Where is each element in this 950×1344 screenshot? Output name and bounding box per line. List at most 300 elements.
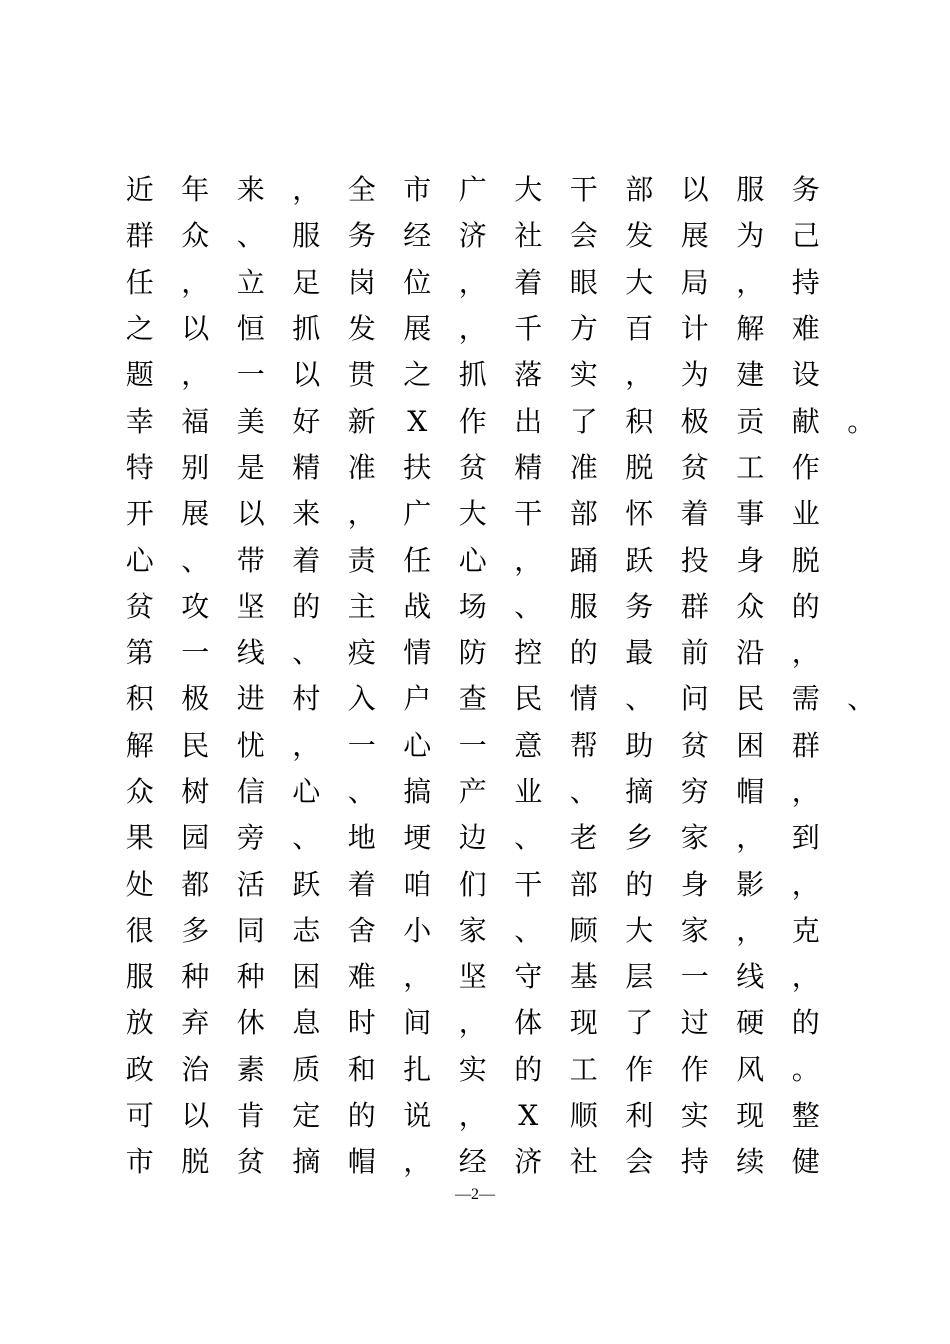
- text-char: 心: [403, 728, 432, 762]
- text-char: 、: [236, 219, 265, 253]
- text-char: ，: [736, 913, 765, 947]
- text-char: 地: [347, 821, 376, 855]
- text-char: 战: [403, 589, 432, 623]
- text-char: 以: [680, 173, 709, 207]
- text-char: 助: [625, 728, 654, 762]
- text-char: 恒: [236, 312, 265, 346]
- text-char: 社: [514, 219, 543, 253]
- text-char: 基: [569, 960, 598, 994]
- text-char: ，: [403, 960, 432, 994]
- text-char: 干: [569, 173, 598, 207]
- text-char: ，: [458, 1006, 487, 1040]
- text-char: 场: [458, 589, 487, 623]
- text-char: 素: [236, 1052, 265, 1086]
- text-char: 帽: [736, 775, 765, 808]
- text-char: 进: [236, 682, 265, 716]
- text-char: 贫: [680, 450, 709, 484]
- text-char: 帮: [569, 728, 598, 762]
- text-char: 贫: [458, 450, 487, 484]
- text-char: 极: [181, 682, 210, 716]
- text-char: 和: [347, 1052, 376, 1086]
- text-char: 、: [514, 913, 543, 947]
- text-char: 时: [347, 1006, 376, 1040]
- text-char: 身: [680, 867, 709, 901]
- text-line: [112, 1047, 902, 1093]
- text-char: 最: [625, 636, 654, 670]
- text-char: 难: [347, 960, 376, 994]
- text-char: 家: [458, 913, 487, 947]
- text-char: X: [407, 404, 428, 438]
- text-char: 第: [125, 636, 154, 670]
- text-char: 现: [569, 1006, 598, 1040]
- text-char: 、: [847, 682, 876, 716]
- text-line: [112, 491, 902, 537]
- text-char: 开: [125, 497, 154, 531]
- text-char: 抓: [458, 358, 487, 392]
- text-char: 的: [791, 589, 820, 623]
- text-char: 树: [181, 775, 210, 808]
- text-char: 处: [125, 867, 154, 901]
- text-char: 一: [347, 728, 376, 762]
- text-char: 健: [791, 1145, 820, 1179]
- text-char: 坚: [458, 960, 487, 994]
- text-char: 展: [680, 219, 709, 253]
- text-char: 市: [125, 1145, 154, 1179]
- text-char: 心: [125, 543, 154, 577]
- text-char: 好: [292, 404, 321, 438]
- text-char: 的: [625, 867, 654, 901]
- text-char: 脱: [181, 1145, 210, 1179]
- text-line: [112, 908, 902, 954]
- text-char: ，: [292, 173, 321, 207]
- text-char: ，: [458, 312, 487, 346]
- text-char: 投: [680, 543, 709, 577]
- text-char: 设: [791, 358, 820, 392]
- text-char: 实: [680, 1099, 709, 1133]
- text-line: [112, 537, 902, 583]
- text-line: [112, 676, 902, 722]
- text-char: 市: [403, 173, 432, 207]
- text-char: 业: [791, 497, 820, 531]
- text-char: 业: [514, 775, 543, 808]
- text-char: 发: [347, 312, 376, 346]
- text-char: 着: [514, 265, 543, 299]
- text-char: 服: [125, 960, 154, 994]
- text-char: 方: [569, 312, 598, 346]
- text-char: 一: [458, 728, 487, 762]
- text-char: 多: [181, 913, 210, 947]
- text-char: ，: [458, 265, 487, 299]
- text-char: 计: [680, 312, 709, 346]
- text-char: 任: [403, 543, 432, 577]
- text-char: 、: [292, 821, 321, 855]
- text-char: 服: [569, 589, 598, 623]
- text-char: 息: [292, 1006, 321, 1040]
- text-char: 展: [403, 312, 432, 346]
- text-char: 社: [569, 1145, 598, 1179]
- text-char: 户: [403, 682, 432, 716]
- text-char: 贡: [736, 404, 765, 438]
- text-char: 群: [125, 219, 154, 253]
- text-char: 忧: [236, 728, 265, 762]
- text-char: 难: [791, 312, 820, 346]
- text-line: [112, 1139, 902, 1185]
- text-line: [112, 815, 902, 861]
- text-char: ，: [181, 265, 210, 299]
- text-char: 特: [125, 450, 154, 484]
- text-char: 困: [292, 960, 321, 994]
- text-char: 民: [181, 728, 210, 762]
- text-char: 作: [680, 1052, 709, 1086]
- text-char: 持: [680, 1145, 709, 1179]
- text-line: [112, 306, 902, 352]
- text-char: 极: [680, 404, 709, 438]
- text-char: 续: [736, 1145, 765, 1179]
- body-text: [112, 167, 902, 1186]
- text-char: 政: [125, 1052, 154, 1086]
- text-char: 贯: [347, 358, 376, 392]
- text-char: 、: [569, 775, 598, 808]
- text-char: 坚: [236, 589, 265, 623]
- text-line: [112, 723, 902, 769]
- text-char: 实: [458, 1052, 487, 1086]
- text-char: 献: [791, 404, 820, 438]
- text-char: 老: [569, 821, 598, 855]
- text-char: 、: [181, 543, 210, 577]
- text-char: 近: [125, 173, 154, 207]
- text-char: 边: [458, 821, 487, 855]
- text-char: 都: [181, 867, 210, 901]
- text-char: 怀: [625, 497, 654, 531]
- text-char: 脱: [791, 543, 820, 577]
- text-char: 为: [736, 219, 765, 253]
- text-char: 千: [514, 312, 543, 346]
- text-char: 、: [347, 775, 376, 808]
- text-line: [112, 954, 902, 1000]
- text-char: 了: [625, 1006, 654, 1040]
- text-char: 很: [125, 913, 154, 947]
- text-char: ，: [791, 960, 820, 994]
- text-char: ，: [292, 728, 321, 762]
- text-char: 贫: [125, 589, 154, 623]
- text-char: 眼: [569, 265, 598, 299]
- text-char: 幸: [125, 404, 154, 438]
- text-char: ，: [347, 497, 376, 531]
- text-char: 查: [458, 682, 487, 716]
- text-char: ，: [625, 358, 654, 392]
- text-char: 利: [625, 1099, 654, 1133]
- page-number: —2—: [455, 1186, 495, 1203]
- text-char: 会: [625, 1145, 654, 1179]
- text-char: 休: [236, 1006, 265, 1040]
- text-char: 意: [514, 728, 543, 762]
- text-char: ，: [403, 1145, 432, 1179]
- text-char: 解: [736, 312, 765, 346]
- text-char: 活: [236, 867, 265, 901]
- text-line: [112, 260, 902, 306]
- text-char: 广: [458, 173, 487, 207]
- text-char: 防: [458, 636, 487, 670]
- text-char: 顾: [569, 913, 598, 947]
- text-char: 群: [791, 728, 820, 762]
- text-char: 的: [569, 636, 598, 670]
- text-char: 全: [347, 173, 376, 207]
- text-line: [112, 398, 902, 444]
- text-char: 、: [514, 821, 543, 855]
- text-char: 舍: [347, 913, 376, 947]
- text-char: 跃: [625, 543, 654, 577]
- text-char: 持: [791, 265, 820, 299]
- text-char: 治: [181, 1052, 210, 1086]
- text-char: 扶: [403, 450, 432, 484]
- text-char: 服: [736, 173, 765, 207]
- text-char: 了: [569, 404, 598, 438]
- text-line: [112, 352, 902, 398]
- text-char: 现: [736, 1099, 765, 1133]
- text-char: 乡: [625, 821, 654, 855]
- text-char: 村: [292, 682, 321, 716]
- text-char: 民: [736, 682, 765, 716]
- text-char: ，: [736, 265, 765, 299]
- text-char: 济: [514, 1145, 543, 1179]
- text-char: 大: [458, 497, 487, 531]
- text-line: [112, 584, 902, 630]
- text-char: 间: [403, 1006, 432, 1040]
- text-char: ，: [514, 543, 543, 577]
- text-char: 脱: [625, 450, 654, 484]
- text-char: 会: [569, 219, 598, 253]
- text-char: 家: [680, 821, 709, 855]
- text-char: 经: [458, 1145, 487, 1179]
- text-char: 主: [347, 589, 376, 623]
- text-char: 的: [514, 1052, 543, 1086]
- text-char: 百: [625, 312, 654, 346]
- text-char: 心: [292, 775, 321, 808]
- text-char: 弃: [181, 1006, 210, 1040]
- text-char: 着: [680, 497, 709, 531]
- text-char: 硬: [736, 1006, 765, 1040]
- text-char: 着: [292, 543, 321, 577]
- text-char: 大: [625, 913, 654, 947]
- text-char: 摘: [625, 775, 654, 808]
- text-char: 以: [181, 1099, 210, 1133]
- text-char: 整: [791, 1099, 820, 1133]
- text-char: 心: [458, 543, 487, 577]
- text-char: 身: [736, 543, 765, 577]
- text-char: 小: [403, 913, 432, 947]
- text-char: 部: [569, 497, 598, 531]
- text-char: 情: [569, 682, 598, 716]
- text-char: 的: [791, 1006, 820, 1040]
- text-char: 需: [791, 682, 820, 716]
- text-char: 群: [680, 589, 709, 623]
- text-char: 工: [736, 450, 765, 484]
- text-char: 跃: [292, 867, 321, 901]
- text-char: 准: [569, 450, 598, 484]
- text-char: 务: [347, 219, 376, 253]
- text-char: 济: [458, 219, 487, 253]
- text-char: 干: [514, 497, 543, 531]
- text-char: 精: [514, 450, 543, 484]
- text-char: 搞: [403, 775, 432, 808]
- text-char: 疫: [347, 636, 376, 670]
- text-line: [112, 445, 902, 491]
- text-char: 一: [181, 636, 210, 670]
- text-char: 众: [125, 775, 154, 808]
- text-char: 情: [403, 636, 432, 670]
- text-char: 众: [736, 589, 765, 623]
- text-char: 一: [236, 358, 265, 392]
- text-char: 广: [403, 497, 432, 531]
- text-char: 贫: [236, 1145, 265, 1179]
- text-char: 的: [292, 589, 321, 623]
- text-char: 的: [347, 1099, 376, 1133]
- text-char: 摘: [292, 1145, 321, 1179]
- text-char: 己: [791, 219, 820, 253]
- text-char: 带: [236, 543, 265, 577]
- text-char: 。: [791, 1052, 820, 1086]
- text-char: 任: [125, 265, 154, 299]
- text-char: 质: [292, 1052, 321, 1086]
- text-char: 之: [403, 358, 432, 392]
- text-char: 作: [625, 1052, 654, 1086]
- text-char: 园: [181, 821, 210, 855]
- text-char: 困: [736, 728, 765, 762]
- text-char: 到: [791, 821, 820, 855]
- text-char: 贫: [680, 728, 709, 762]
- text-char: 说: [403, 1099, 432, 1133]
- text-char: 新: [347, 404, 376, 438]
- text-char: 志: [292, 913, 321, 947]
- text-char: 务: [625, 589, 654, 623]
- text-char: 工: [569, 1052, 598, 1086]
- text-char: 积: [125, 682, 154, 716]
- text-char: 穷: [680, 775, 709, 808]
- text-line: [112, 213, 902, 259]
- text-char: 克: [791, 913, 820, 947]
- text-char: 踊: [569, 543, 598, 577]
- text-char: ，: [791, 636, 820, 670]
- text-char: ，: [791, 775, 820, 808]
- text-char: 服: [292, 219, 321, 253]
- text-char: 风: [736, 1052, 765, 1086]
- text-char: 过: [680, 1006, 709, 1040]
- text-char: 精: [292, 450, 321, 484]
- text-char: 发: [625, 219, 654, 253]
- text-char: 抓: [292, 312, 321, 346]
- text-char: ，: [736, 821, 765, 855]
- text-char: 、: [292, 636, 321, 670]
- text-char: 同: [236, 913, 265, 947]
- text-char: 建: [736, 358, 765, 392]
- text-char: 以: [292, 358, 321, 392]
- text-char: 事: [736, 497, 765, 531]
- text-char: 前: [680, 636, 709, 670]
- text-char: ，: [181, 358, 210, 392]
- text-char: 经: [403, 219, 432, 253]
- text-char: 帽: [347, 1145, 376, 1179]
- text-char: 层: [625, 960, 654, 994]
- text-char: 产: [458, 775, 487, 808]
- text-line: [112, 769, 902, 815]
- text-char: 之: [125, 312, 154, 346]
- text-char: 线: [736, 960, 765, 994]
- text-char: 沿: [736, 636, 765, 670]
- text-char: 民: [514, 682, 543, 716]
- text-char: 种: [236, 960, 265, 994]
- text-char: 、: [514, 589, 543, 623]
- text-char: 年: [181, 173, 210, 207]
- text-char: 出: [514, 404, 543, 438]
- text-char: 局: [680, 265, 709, 299]
- text-char: 咱: [403, 867, 432, 901]
- text-char: 以: [181, 312, 210, 346]
- text-char: 足: [292, 265, 321, 299]
- text-char: 福: [181, 404, 210, 438]
- text-char: 种: [181, 960, 210, 994]
- text-char: 果: [125, 821, 154, 855]
- text-char: 位: [403, 265, 432, 299]
- text-line: [112, 167, 902, 213]
- text-char: 立: [236, 265, 265, 299]
- text-char: 放: [125, 1006, 154, 1040]
- text-char: ，: [458, 1099, 487, 1133]
- text-char: 实: [569, 358, 598, 392]
- text-char: 们: [458, 867, 487, 901]
- text-char: 务: [791, 173, 820, 207]
- text-char: 体: [514, 1006, 543, 1040]
- text-char: 扎: [403, 1052, 432, 1086]
- text-char: X: [518, 1099, 539, 1133]
- text-char: ，: [791, 867, 820, 901]
- text-char: 题: [125, 358, 154, 392]
- text-line: [112, 1000, 902, 1046]
- text-char: 家: [680, 913, 709, 947]
- text-char: 问: [680, 682, 709, 716]
- text-char: 是: [236, 450, 265, 484]
- text-char: 来: [236, 173, 265, 207]
- text-char: 一: [680, 960, 709, 994]
- text-char: 部: [569, 867, 598, 901]
- text-char: 、: [625, 682, 654, 716]
- text-char: 美: [236, 404, 265, 438]
- text-char: 别: [181, 450, 210, 484]
- text-char: 控: [514, 636, 543, 670]
- text-char: 积: [625, 404, 654, 438]
- text-char: 入: [347, 682, 376, 716]
- text-char: 旁: [236, 821, 265, 855]
- text-char: 作: [791, 450, 820, 484]
- text-line: [112, 1093, 902, 1139]
- text-char: 信: [236, 775, 265, 808]
- text-char: 。: [847, 404, 876, 438]
- text-char: 众: [181, 219, 210, 253]
- text-char: 准: [347, 450, 376, 484]
- text-char: 为: [680, 358, 709, 392]
- text-char: 攻: [181, 589, 210, 623]
- text-char: 以: [236, 497, 265, 531]
- text-char: 可: [125, 1099, 154, 1133]
- text-char: 责: [347, 543, 376, 577]
- text-char: 大: [625, 265, 654, 299]
- text-char: 干: [514, 867, 543, 901]
- text-char: 守: [514, 960, 543, 994]
- text-line: [112, 861, 902, 907]
- text-char: 落: [514, 358, 543, 392]
- text-line: [112, 630, 902, 676]
- text-char: 部: [625, 173, 654, 207]
- text-char: 顺: [569, 1099, 598, 1133]
